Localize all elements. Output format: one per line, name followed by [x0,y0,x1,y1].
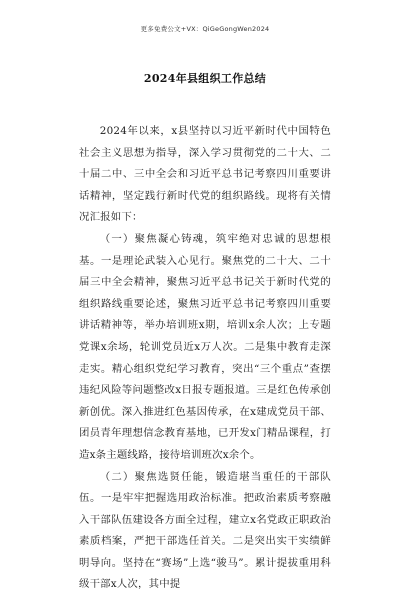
document-title: 2024年县组织工作总结 [0,70,410,86]
paragraph-intro: 2024年以来，x县坚持以习近平新时代中国特色社会主义思想为指导，深入学习贯彻党的二十大、二十届二中、三中全会和习近平总书记考察四川重要讲话精神，坚定践行新时代党的组织路线。现将有关情况汇报如下： [79,121,331,229]
paragraph-section-2: （二）聚焦选贤任能，锻造堪当重任的干部队伍。一是牢牢把握选用政治标准。把政治素质考察融入干部队伍建设各方面全过程，建立x名党政正职政治素质档案，严把干部选任首关。二是突出实干实绩鲜明导向。坚持在“赛场”上选“骏马”。累计提拔重用科级干部x人次，其中提 [79,467,331,596]
document-body [79,121,331,596]
paragraph-section-1: （一）聚焦凝心铸魂，筑牢绝对忠诚的思想根基。一是理论武装入心见行。聚焦党的二十大、二十届三中全会精神，聚焦习近平总书记关于新时代党的组织路线重要论述，聚焦习近平总书记考察四川重要讲话精神等，举办培训班x期，培训x余人次；上专题党课x余场，轮训党员近x万人次。二是集中教育走深走实。精心组织党纪学习教育，突出“三个重点”查摆违纪风险等问题整改x日报专题报道。三是红色传承创新创优。深入推进红色基因传承，在x建成党员干部、团员青年理想信念教育基地，已开发x门精品课程，打造x条主题线路，接待培训班次x余个。 [79,229,331,467]
header-note: 更多免费公文+VX：QiGeGongWen2024 [0,24,410,33]
